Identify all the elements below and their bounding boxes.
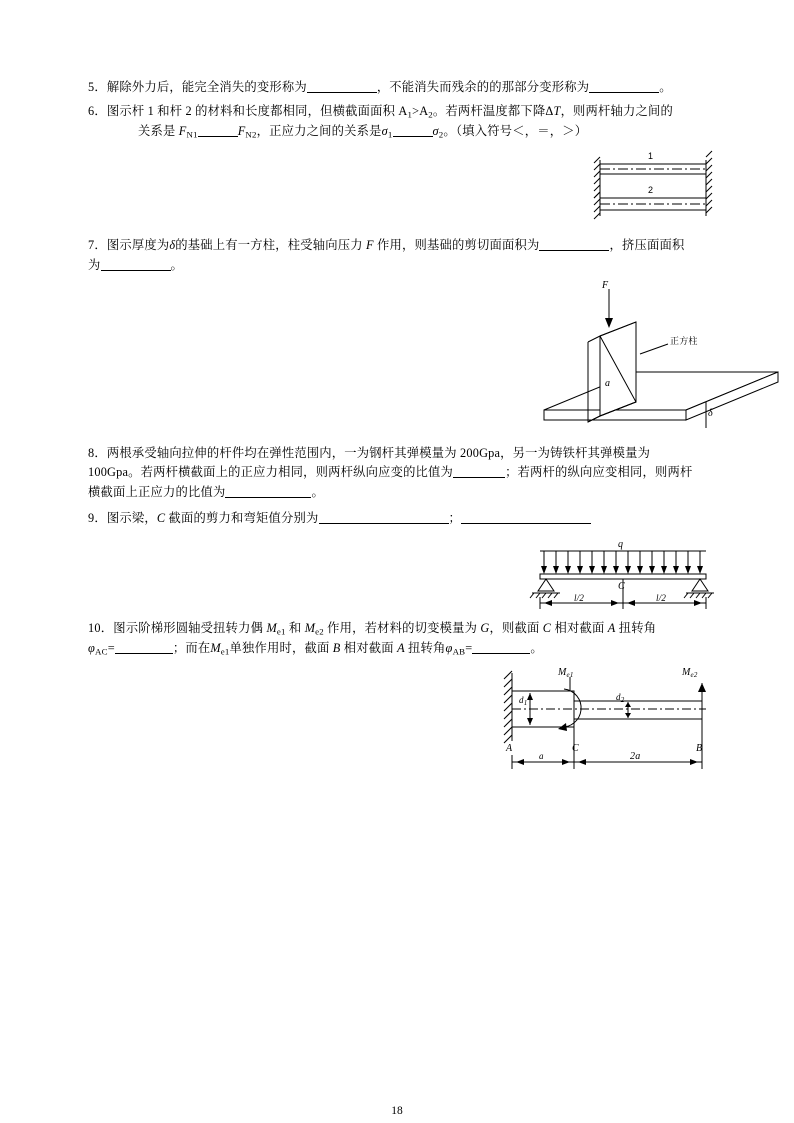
question-7-line2-b: 。 <box>170 257 183 272</box>
bar-2-label: 2 <box>648 184 654 195</box>
dimension-label-l-half-left: l/2 <box>574 593 585 604</box>
sigma-2: σ <box>432 123 439 138</box>
question-7-line1-d: ，挤压面面积 <box>609 237 685 252</box>
question-8-line3-a: 横截面上正应力的比值为 <box>88 485 226 500</box>
moment-label-Me2: $M_{e2}$ <box>682 666 698 679</box>
section-b-symbol: B <box>332 641 341 656</box>
point-label-A: A <box>506 742 513 754</box>
question-9-number: 9． <box>88 511 107 526</box>
question-10-line2-d: 扭转角 <box>404 641 446 656</box>
answer-blank[interactable] <box>115 641 173 654</box>
dimension-label-2a: 2a <box>630 750 641 762</box>
question-6-line1-tail: ，则两杆轴力之间的 <box>560 103 674 118</box>
question-10-line2-end: 。 <box>530 641 543 656</box>
phi-ab-symbol: φ <box>445 641 453 656</box>
moment-e2-symbol: M <box>304 621 316 636</box>
subscript: e1 <box>276 626 286 637</box>
figure-beam-udl <box>88 529 708 611</box>
question-6 <box>88 102 708 240</box>
question-6-line1-a: 图示杆 1 和杆 2 的材料和长度都相同，但横截面面积 A <box>106 103 408 118</box>
section-a-symbol: A <box>607 621 616 636</box>
answer-blank[interactable] <box>319 512 449 525</box>
subscript: N1 <box>186 129 198 140</box>
equals-sign: = <box>465 641 473 656</box>
subscript: e2 <box>315 626 324 637</box>
section-a-symbol: A <box>397 641 405 656</box>
answer-blank[interactable] <box>393 124 433 137</box>
shear-modulus-symbol: G <box>480 621 490 636</box>
question-6-line1-end: 。若两杆温度都下降Δ <box>432 103 554 118</box>
question-10-line1-e: 相对截面 <box>551 621 608 636</box>
question-10-line2-a: ；而在 <box>172 641 211 656</box>
question-7-number: 7． <box>88 237 107 252</box>
answer-blank[interactable] <box>461 512 591 525</box>
subscript: AC <box>95 646 108 657</box>
diameter-label-d2: $d_2$ <box>616 691 625 704</box>
question-10-line1-c: 作用，若材料的切变模量为 <box>323 621 481 636</box>
subscript: e1 <box>220 646 230 657</box>
section-label-C: C <box>618 581 625 593</box>
question-7-line1-c: 作用，则基础的剪切面面积为 <box>373 237 540 252</box>
question-8-line1: 两根承受轴向拉伸的杆件均在弹性范围内，一为钢杆其弹模量为 200Gpa，另一为铸铁杆其弹模量为 <box>106 445 651 460</box>
question-5-text-1: 解除外力后，能完全消失的变形称为 <box>106 80 307 94</box>
equals-sign: = <box>107 641 115 656</box>
question-7-line1-a: 图示厚度为 <box>106 237 170 252</box>
question-8 <box>88 444 708 504</box>
question-8-line2-b: ；若两杆的纵向应变相同，则两杆 <box>505 465 693 480</box>
question-5-number: 5． <box>88 80 107 94</box>
question-5-text-2: ，不能消失而残余的的那部分变形称为 <box>376 80 590 94</box>
question-9-line1-a: 图示梁， <box>106 511 157 526</box>
question-10 <box>88 619 708 789</box>
subscript: 2 <box>438 129 444 140</box>
force-label-F: F <box>602 279 609 291</box>
axial-force-2: F <box>237 123 246 138</box>
question-10-line1-f: 扭转角 <box>615 621 657 636</box>
moment-e1-symbol: M <box>210 641 221 656</box>
section-c-symbol: C <box>542 621 552 636</box>
question-6-line2-d: 。（填入符号＜，＝，＞） <box>443 123 588 138</box>
question-6-number: 6． <box>88 103 107 118</box>
diameter-label-d1: $d_1$ <box>519 694 528 707</box>
page-number: 18 <box>391 1105 403 1117</box>
section-c-symbol: C <box>156 511 166 526</box>
answer-blank[interactable] <box>225 486 311 499</box>
sigma-1: σ <box>381 123 388 138</box>
delta-symbol: δ <box>169 237 176 252</box>
answer-blank[interactable] <box>453 466 505 479</box>
subscript: AB <box>452 646 466 657</box>
figure-two-bars <box>88 142 708 240</box>
question-6-line2-a: 关系是 <box>138 123 179 138</box>
temperature-symbol: T <box>553 103 561 118</box>
subscript: 2 <box>428 109 433 120</box>
question-10-line1-a: 图示阶梯形圆轴受扭转力偶 <box>113 621 267 636</box>
axial-force-1: F <box>178 123 187 138</box>
question-10-line2-c: 相对截面 <box>340 641 398 656</box>
subscript: N2 <box>245 129 257 140</box>
figure-stepped-shaft <box>88 659 708 789</box>
answer-blank[interactable] <box>101 258 171 271</box>
question-10-line2-b: 单独作用时，截面 <box>229 641 333 656</box>
question-10-number: 10． <box>88 621 114 636</box>
dimension-label-a: a <box>539 750 544 761</box>
answer-blank[interactable] <box>472 641 530 654</box>
question-10-line1-b: 和 <box>285 621 305 636</box>
moment-e1-symbol: M <box>266 621 277 636</box>
answer-blank[interactable] <box>589 80 659 93</box>
question-9-line1-c: ； <box>448 511 462 526</box>
question-7 <box>88 236 713 456</box>
exam-questions-content <box>88 78 713 789</box>
answer-blank[interactable] <box>539 238 609 251</box>
question-8-line2-a: 100Gpa。若两杆横截面上的正应力相同，则两杆纵向应变的比值为 <box>88 465 454 480</box>
question-7-line2-a: 为 <box>88 257 101 272</box>
question-7-line1-b: 的基础上有一方柱，柱受轴向压力 <box>175 237 367 252</box>
question-8-line3-b: 。 <box>311 485 324 500</box>
answer-blank[interactable] <box>198 124 238 137</box>
square-column-label: 正方柱 <box>670 335 698 346</box>
moment-label-Me1: $M_{e1}$ <box>558 666 574 679</box>
dimension-label-l-half-right: l/2 <box>656 593 667 604</box>
question-9-line1-b: 截面的剪力和弯矩值分别为 <box>165 511 319 526</box>
question-6-line2-c: ，正应力之间的关系是 <box>256 123 382 138</box>
question-8-number: 8． <box>88 445 107 460</box>
answer-blank[interactable] <box>307 80 377 93</box>
question-5 <box>88 78 708 98</box>
point-label-B: B <box>696 742 703 754</box>
question-6-line1-mid: >A <box>412 103 429 118</box>
phi-ac-symbol: φ <box>88 641 96 656</box>
question-5-text-3: 。 <box>659 80 672 94</box>
subscript: 1 <box>387 129 393 140</box>
load-label-q: q <box>618 539 624 551</box>
point-label-C: C <box>572 742 579 754</box>
figure-column-on-base <box>88 276 713 456</box>
subscript: 1 <box>407 109 413 120</box>
dimension-a-label: a <box>605 377 611 389</box>
question-9 <box>88 509 708 611</box>
force-symbol: F <box>366 237 374 252</box>
bar-1-label: 1 <box>648 150 654 161</box>
question-10-line1-d: ，则截面 <box>489 621 543 636</box>
dimension-delta-label: δ <box>708 407 713 419</box>
